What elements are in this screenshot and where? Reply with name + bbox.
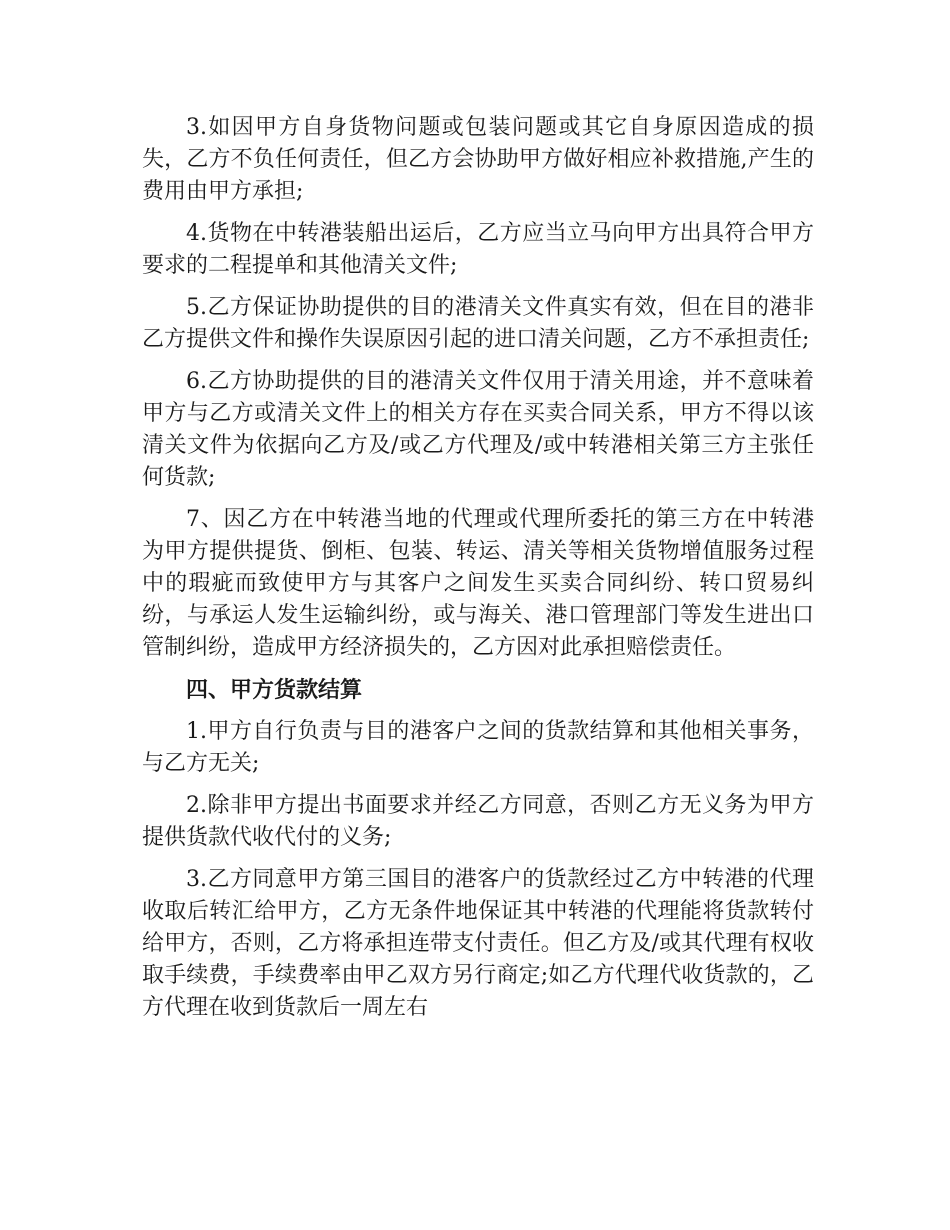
clause-5-paragraph: 5.乙方保证协助提供的目的港清关文件真实有效，但在目的港非乙方提供文件和操作失误原因引起的进口清关问题，乙方不承担责任; [142,295,814,352]
document-page [142,112,814,1034]
clause-3-paragraph: 3.如因甲方自身货物问题或包装问题或其它自身原因造成的损失，乙方不负任何责任，但乙方会协助甲方做好相应补救措施,产生的费用由甲方承担; [142,115,814,204]
clause-4-paragraph: 4.货物在中转港装船出运后，乙方应当立马向甲方出具符合甲方要求的二程提单和其他清关文件; [142,221,814,278]
section-4-heading: 四、甲方货款结算 [186,677,363,703]
clause-6-paragraph: 6.乙方协助提供的目的港清关文件仅用于清关用途，并不意味着甲方与乙方或清关文件上的相关方存在买卖合同关系，甲方不得以该清关文件为依据向乙方及/或乙方代理及/或中转港相关第三方主张任何货款; [142,369,814,490]
settlement-clause-3-paragraph: 3.乙方同意甲方第三国目的港客户的货款经过乙方中转港的代理收取后转汇给甲方，乙方无条件地保证其中转港的代理能将货款转付给甲方，否则，乙方将承担连带支付责任。但乙方及/或其代理有权收取手续费，手续费率由甲乙双方另行商定;如乙方代理代收货款的，乙方代理在收到货款后一周左右 [142,867,814,1020]
settlement-clause-2-paragraph: 2.除非甲方提出书面要求并经乙方同意，否则乙方无义务为甲方提供货款代收代付的义务; [142,793,814,850]
clause-7-paragraph: 7、因乙方在中转港当地的代理或代理所委托的第三方在中转港为甲方提供提货、倒柜、包装、转运、清关等相关货物增值服务过程中的瑕疵而致使甲方与其客户之间发生买卖合同纠纷、转口贸易纠纷，与承运人发生运输纠纷，或与海关、港口管理部门等发生进出口管制纠纷，造成甲方经济损失的，乙方因对此承担赔偿责任。 [142,507,814,660]
settlement-clause-1-paragraph: 1.甲方自行负责与目的港客户之间的货款结算和其他相关事务，与乙方无关; [142,719,814,776]
